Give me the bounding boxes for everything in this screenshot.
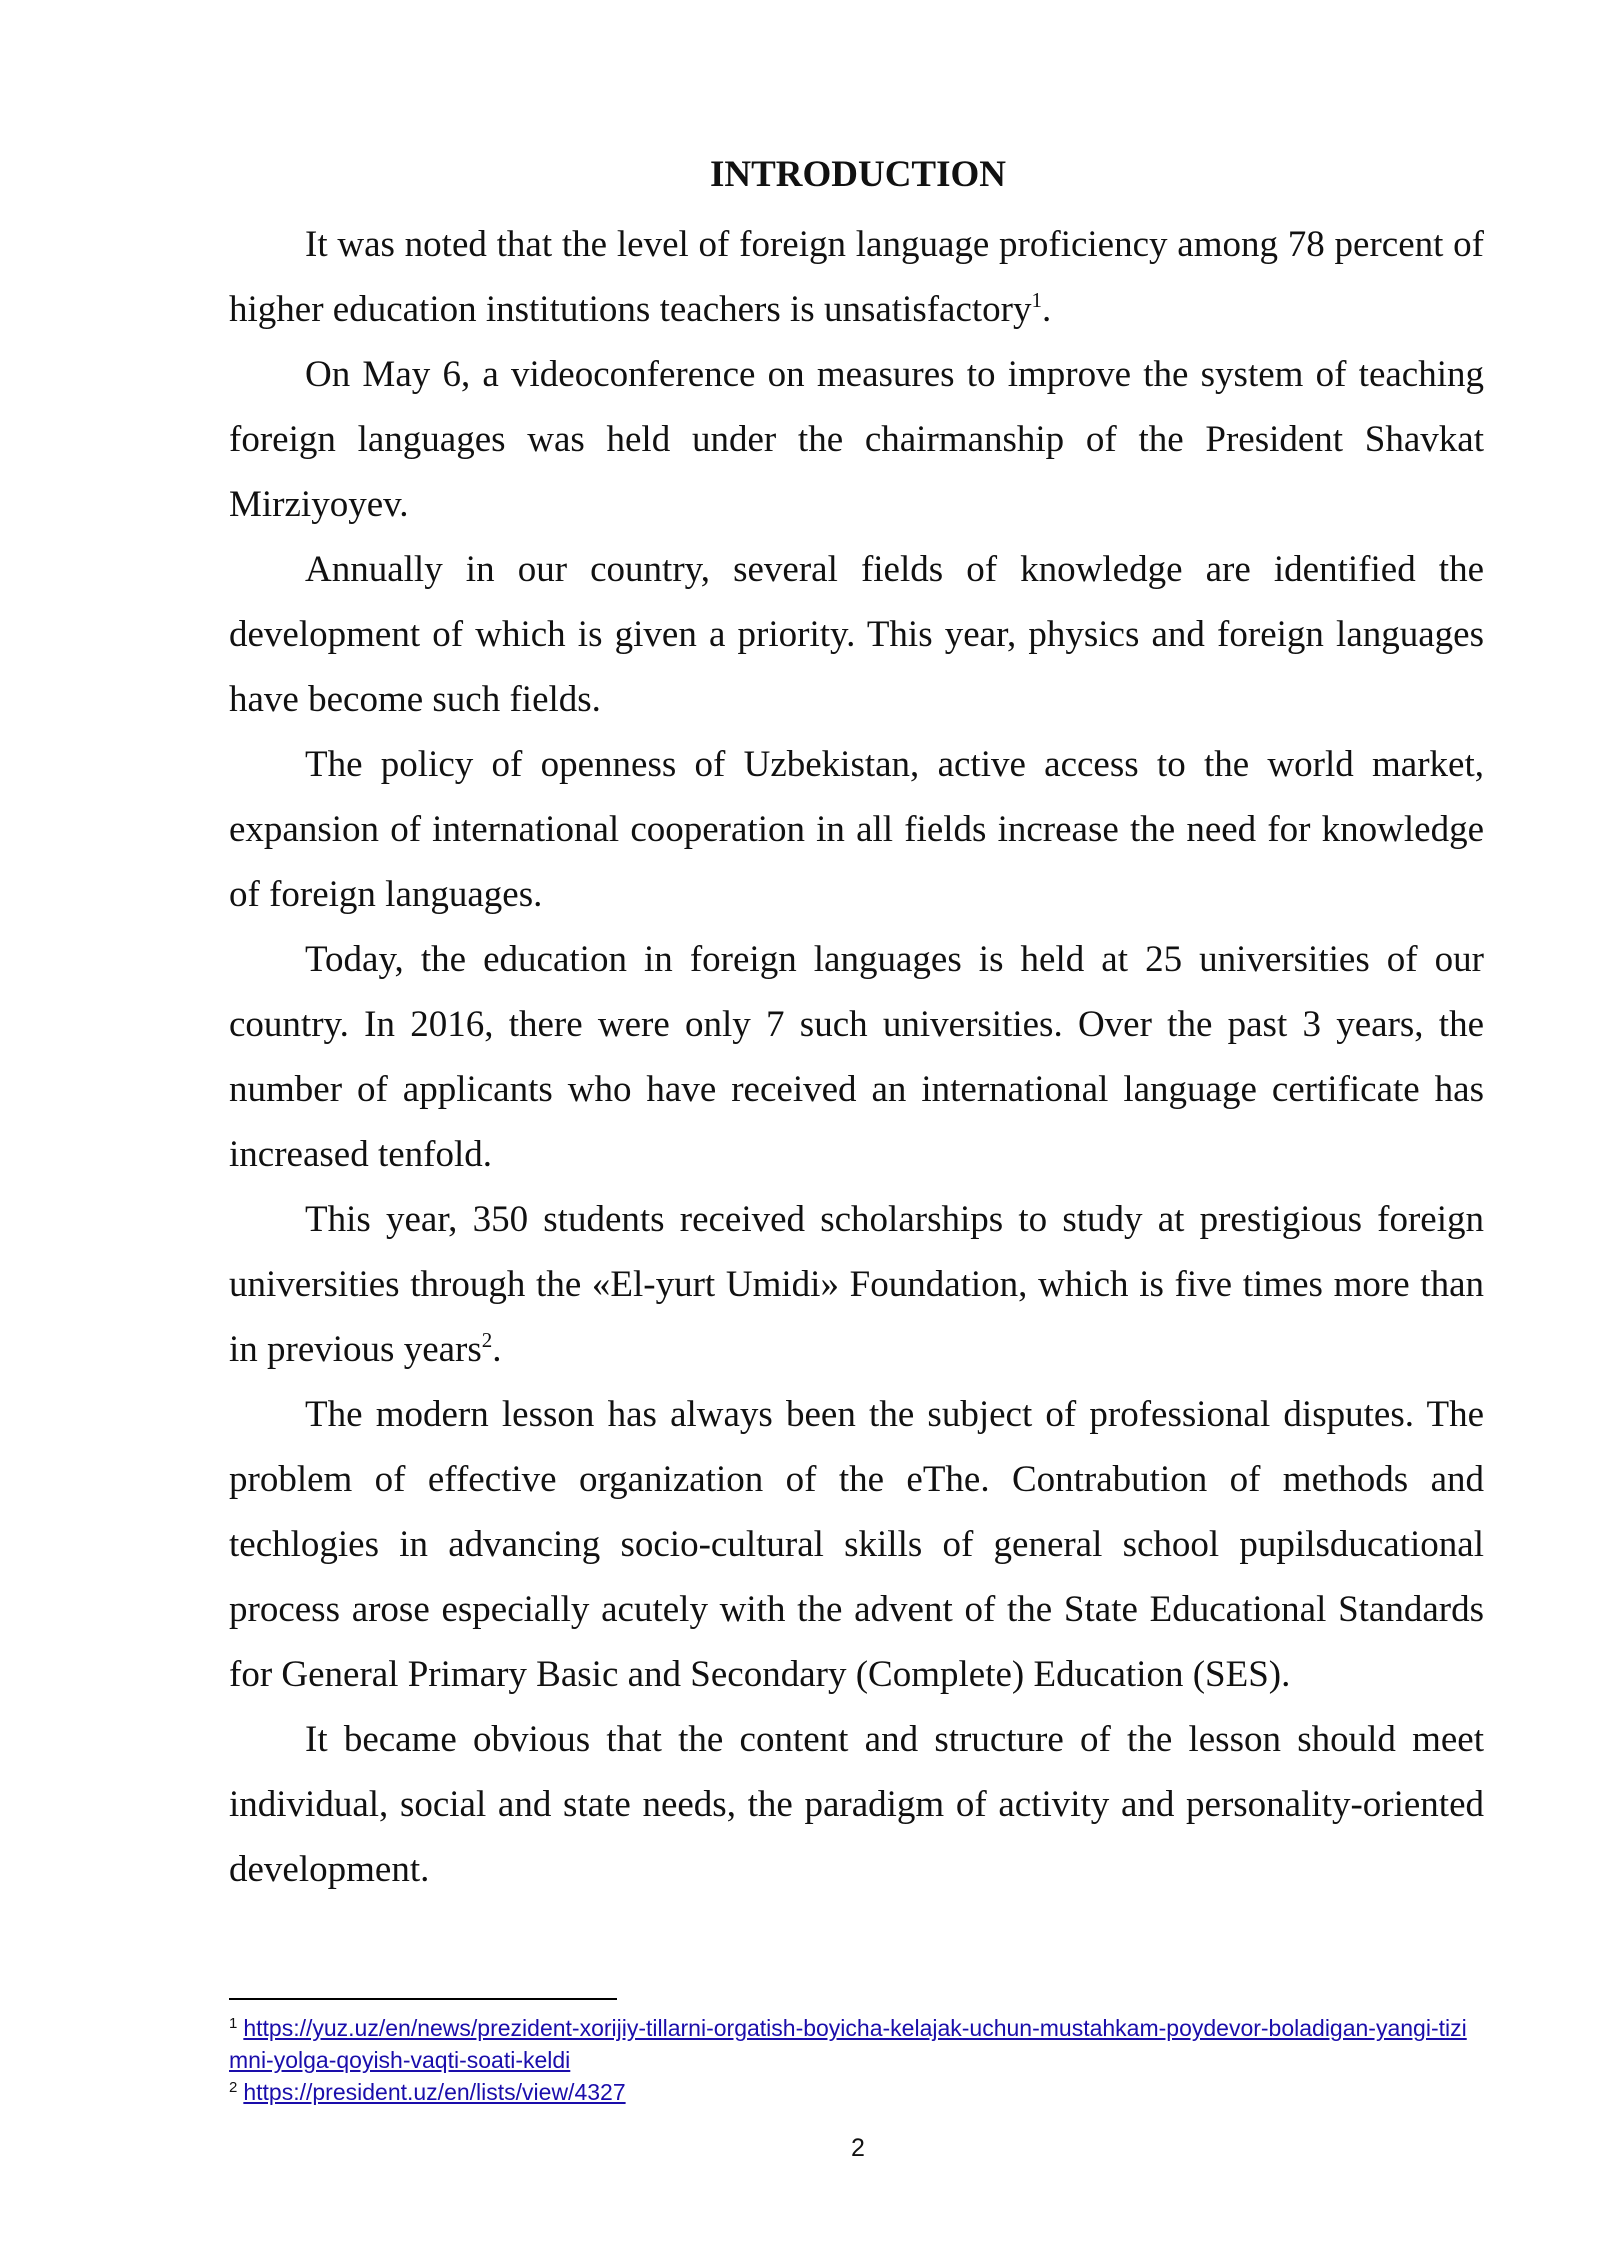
- paragraph: [229, 537, 1484, 732]
- paragraph-punctuation: .: [492, 1329, 502, 1370]
- footnote-separator: [229, 1998, 617, 2000]
- footnote: [229, 2076, 1469, 2108]
- footnote-link[interactable]: https://yuz.uz/en/news/prezident-xorijiy-tillarni-orgatish-boyicha-kelajak-uchun-mustahkam-poydevor-boladigan-yangi-tizimni-yolga-qoyish-vaqti-soati-keldi: [229, 2015, 1467, 2073]
- footnote-link[interactable]: https://president.uz/en/lists/view/4327: [243, 2079, 626, 2105]
- paragraph-text: It was noted that the level of foreign language proficiency among 78 percent of higher education institutions teachers is unsatisfactory: [229, 224, 1484, 330]
- paragraph: [229, 732, 1484, 927]
- page-number: 2: [851, 2134, 865, 2162]
- footnote-reference[interactable]: 1: [1031, 288, 1042, 312]
- body-text: [229, 212, 1484, 1902]
- paragraph: [229, 1382, 1484, 1707]
- paragraph: [229, 212, 1484, 342]
- footnote-mark: 1: [229, 2015, 238, 2032]
- paragraph: [229, 1707, 1484, 1902]
- footnotes: [229, 2012, 1469, 2108]
- footnote-reference[interactable]: 2: [481, 1328, 493, 1352]
- paragraph-text: It became obvious that the content and structure of the lesson should meet individual, social and state needs, the paradigm of activity and personality-oriented development.: [229, 1719, 1484, 1890]
- paragraph-text: The modern lesson has always been the subject of professional disputes. The problem of effective organization of the eThe. Contrabution of methods and techlogies in advancing socio-cultural skills of general school pupilsducational process arose especially acutely with the advent of the State Educational Standards for General Primary Basic and Secondary (Complete) Education (SES).: [229, 1394, 1484, 1695]
- paragraph-text: Today, the education in foreign languages is held at 25 universities of our country. In 2016, there were only 7 such universities. Over the past 3 years, the number of applicants who have received an international language certificate has increased tenfold.: [229, 939, 1484, 1175]
- paragraph: [229, 927, 1484, 1187]
- paragraph-text: Annually in our country, several fields of knowledge are identified the development of which is given a priority. This year, physics and foreign languages have become such fields.: [229, 549, 1484, 720]
- paragraph-text: On May 6, a videoconference on measures to improve the system of teaching foreign languages was held under the chairmanship of the President Shavkat Mirziyoyev.: [229, 354, 1484, 525]
- footnote: [229, 2012, 1469, 2076]
- paragraph: [229, 342, 1484, 537]
- page-heading: INTRODUCTION: [709, 154, 1007, 195]
- paragraph: [229, 1187, 1484, 1382]
- paragraph-text: The policy of openness of Uzbekistan, active access to the world market, expansion of international cooperation in all fields increase the need for knowledge of foreign languages.: [229, 744, 1484, 915]
- paragraph-text: This year, 350 students received scholarships to study at prestigious foreign universities through the «El-yurt Umidi» Foundation, which is five times more than in previous years: [229, 1199, 1484, 1370]
- footnote-mark: 2: [229, 2079, 238, 2096]
- paragraph-punctuation: .: [1042, 289, 1052, 330]
